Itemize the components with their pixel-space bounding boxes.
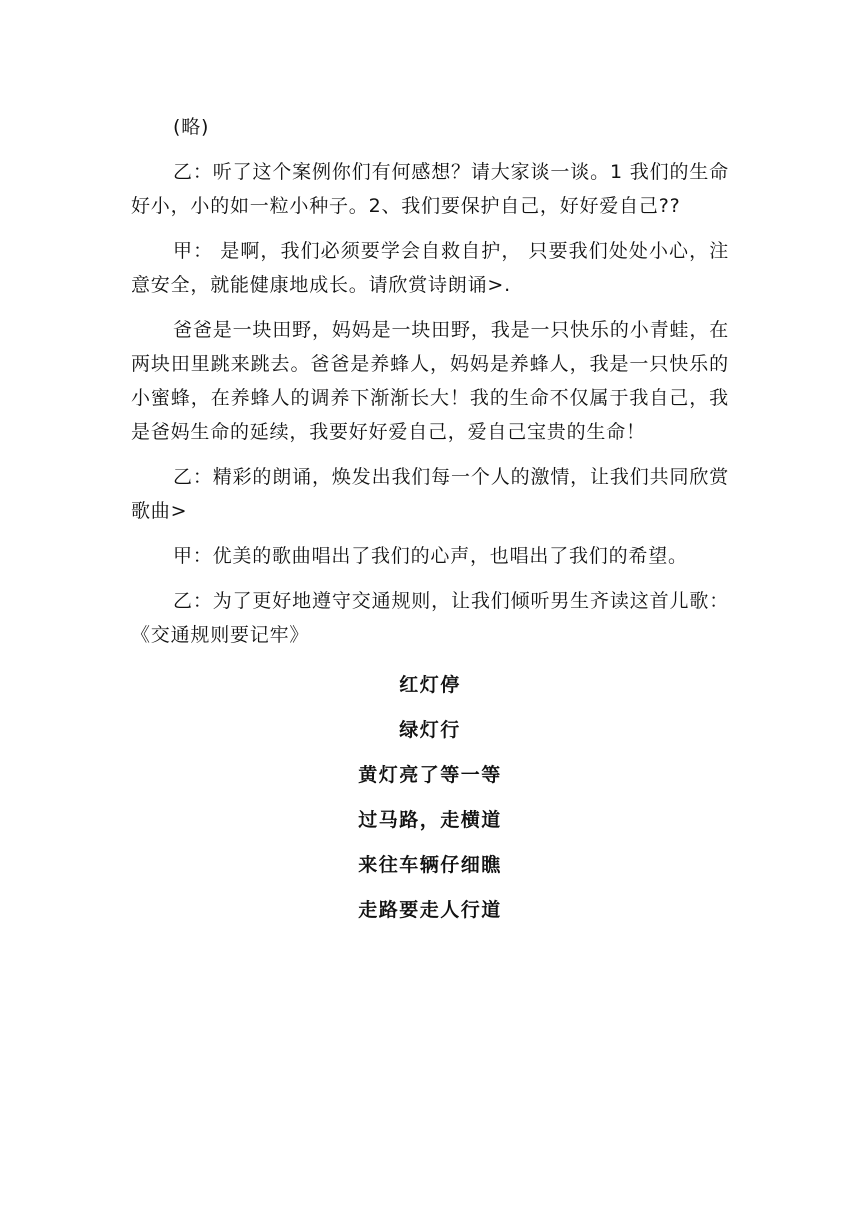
poem-line: 走路要走人行道 [358, 899, 502, 921]
poem-line: 红灯停 [399, 674, 461, 696]
paragraph-jia-safety: 甲： 是啊，我们必须要学会自救自护， 只要我们处处小心，注意安全，就能健康地成长。请欣赏诗朗诵>. [131, 240, 729, 296]
poem-line: 黄灯亮了等一等 [358, 764, 502, 786]
document-body [131, 110, 729, 933]
poem-line: 过马路，走横道 [358, 809, 502, 831]
poem-line: 来往车辆仔细瞧 [358, 854, 502, 876]
paragraph-yi-question: 乙：听了这个案例你们有何感想？请大家谈一谈。1 我们的生命好小，小的如一粒小种子。2、我们要保护自己，好好爱自己?? [131, 161, 729, 217]
paragraph-poem-recital: 爸爸是一块田野，妈妈是一块田野，我是一只快乐的小青蛙，在两块田里跳来跳去。爸爸是养蜂人，妈妈是养蜂人，我是一只快乐的小蜜蜂，在养蜂人的调养下渐渐长大！我的生命不仅属于我自己，我是爸妈生命的延续，我要好好爱自己，爱自己宝贵的生命！ [131, 319, 729, 443]
poem-line: 绿灯行 [399, 719, 461, 741]
paragraph-omitted: (略) [173, 116, 210, 138]
traffic-rhyme [131, 663, 729, 933]
paragraph-jia-song: 甲：优美的歌曲唱出了我们的心声，也唱出了我们的希望。 [173, 545, 688, 567]
paragraph-yi-song: 乙：精彩的朗诵，焕发出我们每一个人的激情，让我们共同欣赏歌曲> [131, 466, 729, 522]
paragraph-yi-traffic: 乙：为了更好地遵守交通规则，让我们倾听男生齐读这首儿歌： 《交通规则要记牢》 [131, 590, 729, 646]
